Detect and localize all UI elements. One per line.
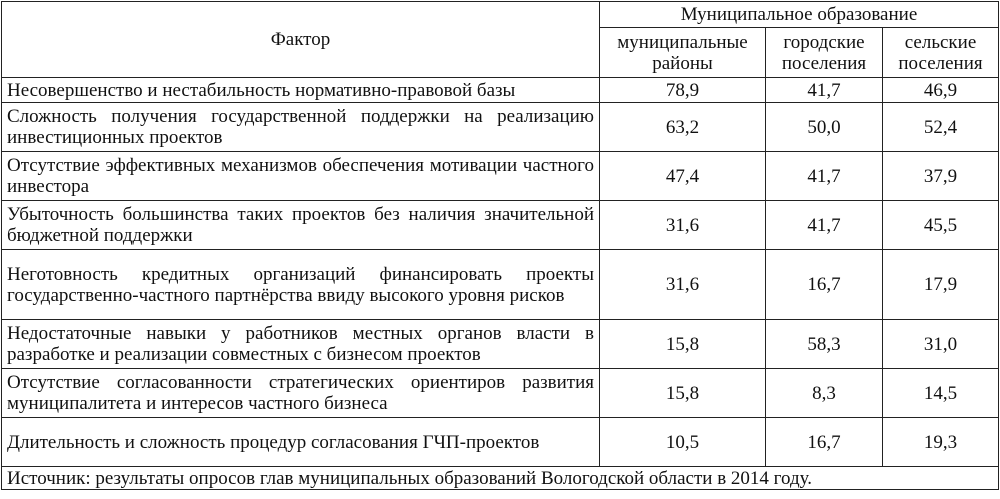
- value-cell: 15,8: [600, 320, 766, 369]
- value-cell: 37,9: [883, 152, 999, 201]
- factor-cell: Отсутствие эффективных механизмов обеспечения мотивации частного инвестора: [2, 152, 600, 201]
- value-cell: 10,5: [600, 418, 766, 467]
- value-cell: 31,0: [883, 320, 999, 369]
- factor-cell: Убыточность большинства таких проектов без наличия значительной бюджетной поддержки: [2, 201, 600, 250]
- source-note: Источник: результаты опросов глав муниципальных образований Вологодской области в 2014 году.: [2, 467, 999, 490]
- table-row: [2, 418, 999, 467]
- value-cell: 46,9: [883, 78, 999, 103]
- value-cell: 31,6: [600, 250, 766, 320]
- factor-cell: Сложность получения государственной поддержки на реализацию инвестиционных проектов: [2, 103, 600, 152]
- value-cell: 50,0: [766, 103, 883, 152]
- factor-cell: Неготовность кредитных организаций финансировать проекты государственно-частного партнёрства ввиду высокого уровня рисков: [2, 250, 600, 320]
- header-municipal-districts: муниципальные районы: [600, 28, 766, 78]
- table-row: [2, 250, 999, 320]
- header-municipal-group: Муниципальное образование: [600, 2, 999, 28]
- value-cell: 16,7: [766, 250, 883, 320]
- factor-cell: Отсутствие согласованности стратегических ориентиров развития муниципалитета и интересов частного бизнеса: [2, 369, 600, 418]
- value-cell: 15,8: [600, 369, 766, 418]
- source-row: [2, 467, 999, 490]
- value-cell: 41,7: [766, 78, 883, 103]
- value-cell: 63,2: [600, 103, 766, 152]
- value-cell: 16,7: [766, 418, 883, 467]
- header-factor: Фактор: [2, 2, 600, 78]
- factor-cell: Длительность и сложность процедур согласования ГЧП-проектов: [2, 418, 600, 467]
- value-cell: 41,7: [766, 152, 883, 201]
- value-cell: 78,9: [600, 78, 766, 103]
- value-cell: 14,5: [883, 369, 999, 418]
- value-cell: 17,9: [883, 250, 999, 320]
- table-row: [2, 369, 999, 418]
- value-cell: 31,6: [600, 201, 766, 250]
- factor-cell: Несовершенство и нестабильность нормативно-правовой базы: [2, 78, 600, 103]
- table-row: [2, 201, 999, 250]
- value-cell: 52,4: [883, 103, 999, 152]
- header-urban-settlements: городские поселения: [766, 28, 883, 78]
- value-cell: 47,4: [600, 152, 766, 201]
- table-row: [2, 320, 999, 369]
- value-cell: 45,5: [883, 201, 999, 250]
- table-row: [2, 78, 999, 103]
- value-cell: 8,3: [766, 369, 883, 418]
- value-cell: 41,7: [766, 201, 883, 250]
- factor-cell: Недостаточные навыки у работников местных органов власти в разработке и реализации совместных с бизнесом проектов: [2, 320, 600, 369]
- value-cell: 19,3: [883, 418, 999, 467]
- table-row: [2, 152, 999, 201]
- table-row: [2, 103, 999, 152]
- header-rural-settlements: сельские поселения: [883, 28, 999, 78]
- value-cell: 58,3: [766, 320, 883, 369]
- survey-table: [1, 1, 999, 490]
